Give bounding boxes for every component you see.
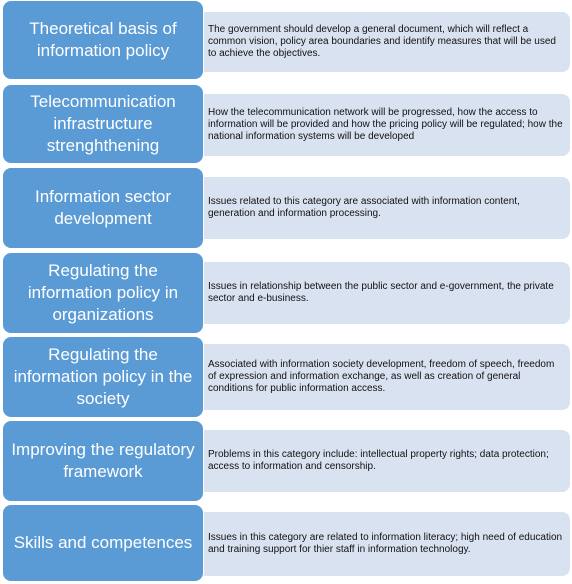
category-title-box xyxy=(2,336,204,418)
category-description: • The government should develop a general document, which will reflect a common vision, policy area boundaries and identify measures that will be used to achieve the objectives. xyxy=(202,24,564,60)
category-title-box xyxy=(2,167,204,249)
category-description-box xyxy=(188,94,570,156)
category-description: • Associated with information society development, freedom of speech, freedom of expression and information exchange, as well as creation of general conditions for public information access. xyxy=(202,359,564,395)
category-title: Regulating the information policy in the society xyxy=(13,345,193,408)
category-description-box xyxy=(188,262,570,324)
category-row-skills xyxy=(0,504,572,582)
category-row-telecommunication xyxy=(0,84,572,164)
category-title-box xyxy=(2,0,204,80)
category-title-box xyxy=(2,84,204,164)
category-title: Theoretical basis of information policy xyxy=(29,19,177,60)
category-title: Regulating the information policy in organizations xyxy=(27,261,179,324)
category-description-box xyxy=(188,12,570,72)
category-row-society xyxy=(0,336,572,418)
category-row-theoretical-basis xyxy=(0,0,572,80)
category-description: • How the telecommunication network will be progressed, how the access to information will be provided and how the pricing policy will be regulated; how the national information systems will be developed xyxy=(202,107,564,143)
category-description: • Issues in relationship between the public sector and e-government, the private sector and e-business. xyxy=(202,281,564,305)
category-description-box xyxy=(188,344,570,410)
category-description: • Issues in this category are related to information literacy; high need of education and training support for thier staff in information technology. xyxy=(202,532,564,556)
category-title-box xyxy=(2,420,204,502)
category-description-box xyxy=(188,512,570,576)
category-description-box xyxy=(188,430,570,492)
category-description: • Issues related to this category are associated with information content, generation and information processing. xyxy=(202,196,564,220)
category-title: Skills and competences xyxy=(13,533,193,552)
category-title: Information sector development xyxy=(34,187,172,228)
category-title: Improving the regulatory framework xyxy=(11,440,195,481)
category-description-box xyxy=(188,177,570,239)
category-row-organizations xyxy=(0,252,572,334)
category-row-information-sector xyxy=(0,167,572,249)
category-description: • Problems in this category include: intellectual property rights; data protection; access to information and censorship. xyxy=(202,449,564,473)
category-title-box xyxy=(2,252,204,334)
category-title: Telecommunication infrastructure strenghthening xyxy=(30,92,176,155)
category-title-box xyxy=(2,504,204,582)
category-row-regulatory-framework xyxy=(0,420,572,502)
